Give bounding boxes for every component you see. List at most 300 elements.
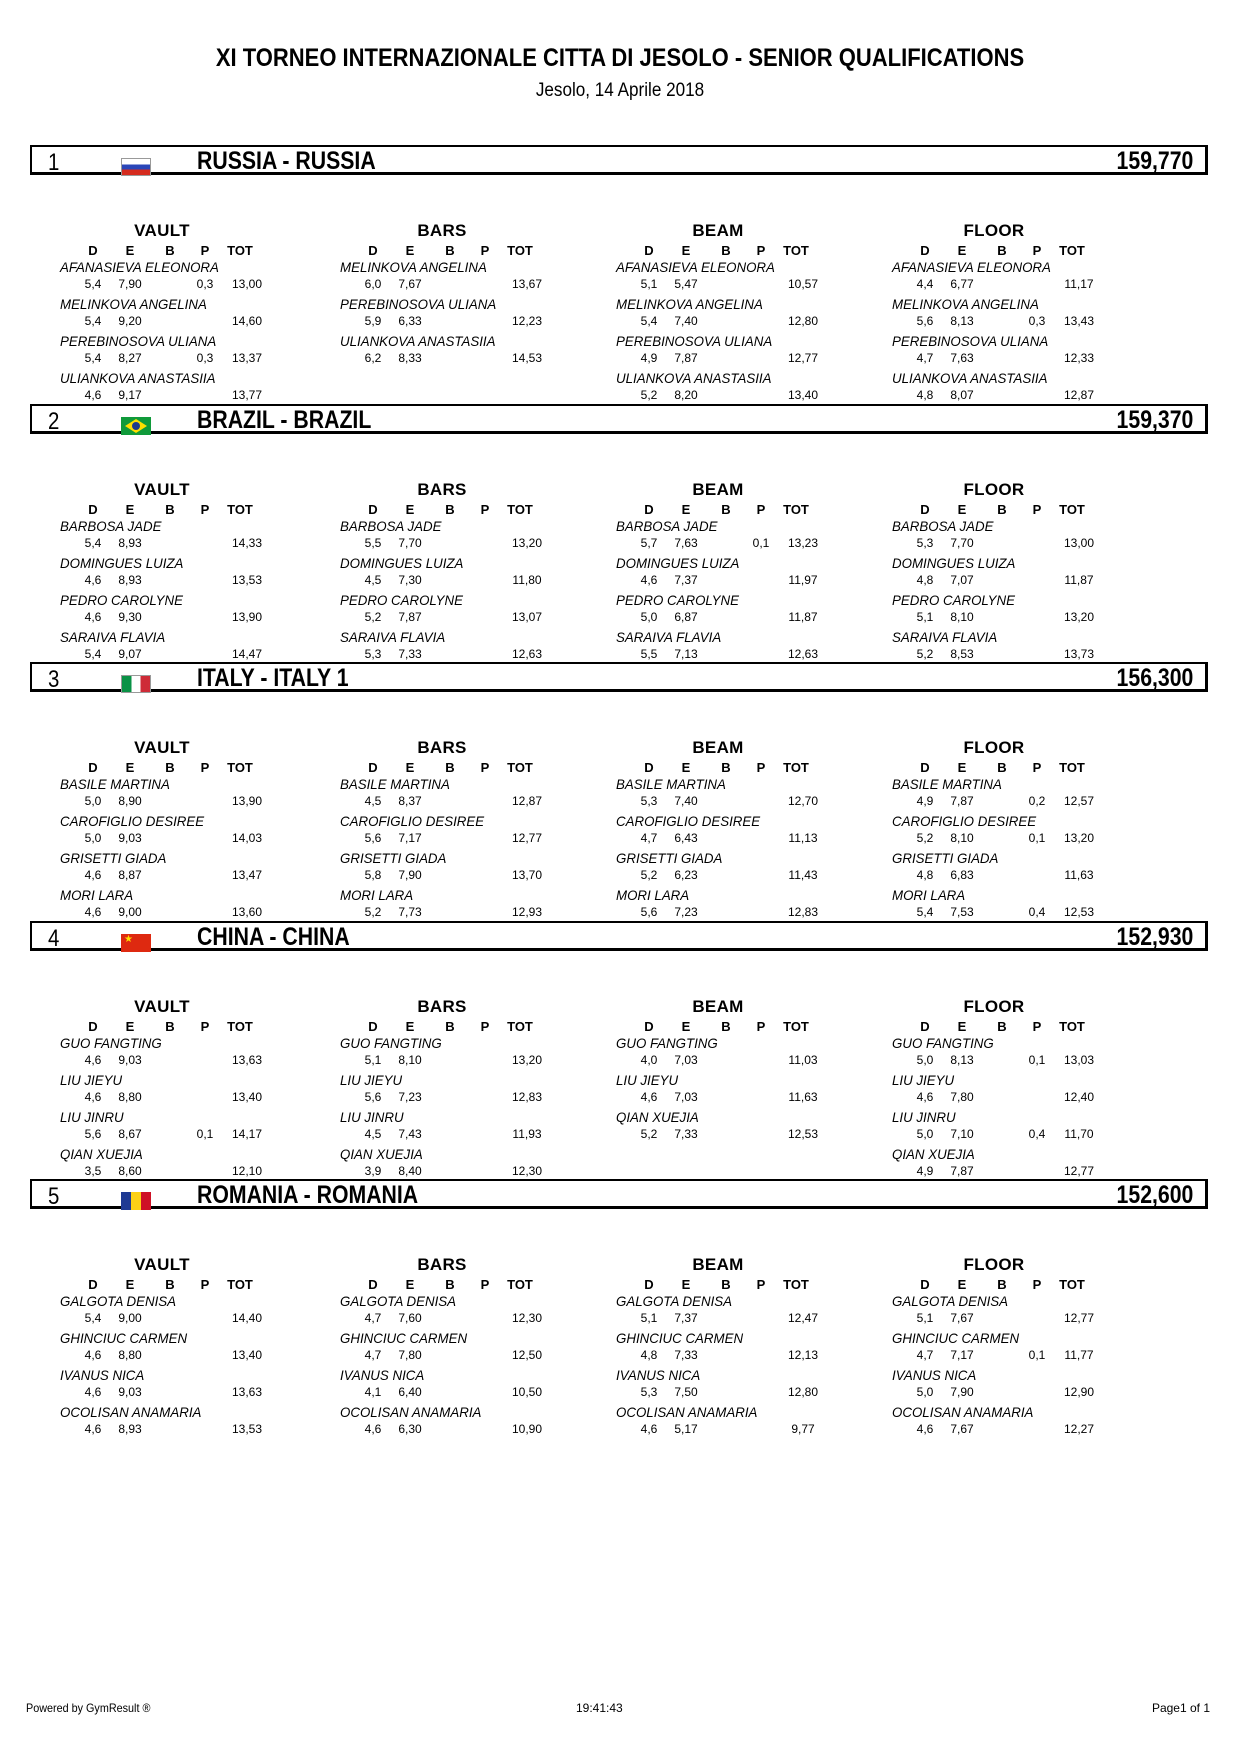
- athlete-entry: [892, 333, 1152, 374]
- column-header-p: P: [480, 1019, 490, 1034]
- athlete-entry: [616, 1035, 876, 1076]
- athlete-name: SARAIVA FLAVIA: [340, 629, 446, 645]
- score-e: 7,60: [398, 1311, 422, 1325]
- score-tot: 11,03: [788, 1053, 818, 1067]
- score-tot: 13,47: [231, 868, 263, 882]
- athlete-name: GHINCIUC CARMEN: [616, 1330, 744, 1346]
- score-e: 7,10: [950, 1127, 974, 1141]
- score-d: 4,7: [916, 351, 934, 365]
- score-d: 4,1: [364, 1385, 382, 1399]
- score-e: 7,23: [674, 905, 698, 919]
- apparatus-title: BEAM: [692, 738, 744, 757]
- score-p: 0,3: [1028, 314, 1046, 328]
- score-e: 9,00: [118, 905, 142, 919]
- score-e: 6,43: [674, 831, 698, 845]
- team-block: [0, 404, 1240, 692]
- apparatus-column: [340, 997, 600, 1197]
- column-header-e: E: [681, 1277, 691, 1292]
- athlete-entry: [60, 518, 320, 559]
- team-score: 159,370: [1116, 406, 1193, 434]
- flag-cn-icon: [121, 934, 151, 952]
- team-block: [0, 1179, 1240, 1467]
- apparatus-column: [892, 221, 1152, 421]
- score-tot: 12,57: [1063, 794, 1095, 808]
- score-d: 4,7: [364, 1348, 382, 1362]
- athlete-name: PEDRO CAROLYNE: [616, 592, 739, 608]
- column-header-p: P: [1032, 760, 1042, 775]
- athlete-name: MELINKOVA ANGELINA: [60, 296, 207, 312]
- score-tot: 12,10: [231, 1164, 263, 1178]
- score-d: 5,4: [84, 647, 102, 661]
- column-header-p: P: [1032, 1277, 1042, 1292]
- athlete-entry: [60, 1109, 320, 1150]
- score-tot: 12,23: [511, 314, 543, 328]
- athlete-entry: [616, 555, 876, 596]
- score-e: 9,03: [118, 1385, 142, 1399]
- column-header-tot: TOT: [783, 1277, 809, 1292]
- athlete-name: AFANASIEVA ELEONORA: [616, 259, 775, 275]
- score-e: 7,37: [674, 1311, 698, 1325]
- column-header-e: E: [957, 243, 967, 258]
- score-tot: 11,63: [788, 1090, 818, 1104]
- score-e: 8,93: [118, 536, 142, 550]
- column-header-tot: TOT: [227, 760, 253, 775]
- score-tot: 12,80: [787, 314, 819, 328]
- score-d: 6,2: [364, 351, 382, 365]
- score-d: 5,0: [916, 1053, 934, 1067]
- column-header-p: P: [200, 243, 210, 258]
- flag-it-icon: [121, 675, 151, 693]
- athlete-name: OCOLISAN ANAMARIA: [340, 1404, 482, 1420]
- score-e: 7,50: [674, 1385, 698, 1399]
- score-d: 5,6: [640, 905, 658, 919]
- score-e: 7,33: [674, 1348, 698, 1362]
- athlete-name: MELINKOVA ANGELINA: [616, 296, 763, 312]
- score-tot: 12,77: [1063, 1311, 1095, 1325]
- athlete-name: MELINKOVA ANGELINA: [892, 296, 1039, 312]
- athlete-name: DOMINGUES LUIZA: [892, 555, 1016, 571]
- flag-ro-icon: [121, 1192, 151, 1210]
- apparatus-title: BARS: [417, 1255, 467, 1274]
- score-tot: 14,47: [231, 647, 263, 661]
- score-d: 5,1: [364, 1053, 382, 1067]
- apparatus-column: [60, 1255, 320, 1455]
- score-tot: 12,30: [511, 1311, 543, 1325]
- athlete-entry: [340, 296, 600, 337]
- athlete-entry: [340, 1330, 600, 1371]
- apparatus-column: [616, 997, 876, 1197]
- score-d: 5,6: [364, 1090, 382, 1104]
- column-header-tot: TOT: [227, 243, 253, 258]
- score-d: 5,2: [364, 610, 382, 624]
- column-header-b: B: [165, 243, 175, 258]
- score-tot: 12,33: [1063, 351, 1095, 365]
- score-d: 3,5: [84, 1164, 102, 1178]
- athlete-entry: [616, 1072, 876, 1113]
- column-header-p: P: [1032, 1019, 1042, 1034]
- athlete-name: PEREBINOSOVA ULIANA: [60, 333, 217, 349]
- column-header-b: B: [997, 760, 1007, 775]
- column-header-d: D: [920, 760, 930, 775]
- athlete-name: QIAN XUEJIA: [892, 1146, 975, 1162]
- column-header-p: P: [1032, 502, 1042, 517]
- flag-ru-icon: [121, 158, 151, 176]
- footer-page: Page1 of 1: [1151, 1701, 1210, 1715]
- athlete-name: LIU JINRU: [60, 1109, 124, 1125]
- athlete-name: IVANUS NICA: [892, 1367, 977, 1383]
- score-d: 5,1: [640, 1311, 658, 1325]
- athlete-name: BARBOSA JADE: [892, 518, 994, 534]
- score-e: 6,30: [398, 1422, 422, 1436]
- athlete-name: GHINCIUC CARMEN: [892, 1330, 1020, 1346]
- score-e: 8,13: [950, 1053, 974, 1067]
- athlete-name: MELINKOVA ANGELINA: [340, 259, 487, 275]
- athlete-entry: [892, 555, 1152, 596]
- team-rank: 1: [48, 149, 60, 176]
- athlete-name: ULIANKOVA ANASTASIIA: [340, 333, 496, 349]
- athlete-name: PEDRO CAROLYNE: [60, 592, 183, 608]
- column-header-tot: TOT: [1059, 760, 1085, 775]
- score-d: 4,4: [916, 277, 934, 291]
- score-tot: 12,77: [787, 351, 819, 365]
- score-tot: 11,87: [1064, 573, 1094, 587]
- athlete-entry: [340, 592, 600, 633]
- score-tot: 13,67: [511, 277, 543, 291]
- score-d: 4,8: [640, 1348, 658, 1362]
- athlete-name: CAROFIGLIO DESIREE: [340, 813, 485, 829]
- athlete-name: DOMINGUES LUIZA: [60, 555, 184, 571]
- score-e: 7,40: [674, 314, 698, 328]
- score-d: 4,9: [640, 351, 658, 365]
- athlete-entry: [340, 333, 600, 374]
- athlete-entry: [616, 1404, 876, 1445]
- score-tot: 12,87: [511, 794, 543, 808]
- score-e: 6,33: [398, 314, 422, 328]
- athlete-name: GALGOTA DENISA: [340, 1293, 457, 1309]
- apparatus-column: [60, 221, 320, 421]
- athlete-name: QIAN XUEJIA: [616, 1109, 699, 1125]
- athlete-entry: [60, 813, 320, 854]
- score-tot: 13,53: [231, 1422, 263, 1436]
- column-header-e: E: [125, 1019, 135, 1034]
- score-e: 7,03: [674, 1090, 698, 1104]
- score-e: 5,47: [674, 277, 698, 291]
- column-header-b: B: [721, 760, 731, 775]
- score-e: 7,90: [118, 277, 142, 291]
- apparatus-column: [892, 997, 1152, 1197]
- score-d: 4,6: [640, 573, 658, 587]
- score-d: 4,6: [916, 1422, 934, 1436]
- athlete-name: GRISETTI GIADA: [616, 850, 723, 866]
- team-rank: 5: [48, 1183, 60, 1210]
- column-header-p: P: [200, 1019, 210, 1034]
- score-e: 7,87: [950, 1164, 974, 1178]
- score-tot: 11,80: [512, 573, 542, 587]
- column-header-p: P: [200, 1277, 210, 1292]
- athlete-name: GALGOTA DENISA: [616, 1293, 733, 1309]
- score-d: 5,2: [364, 905, 382, 919]
- column-header-e: E: [681, 243, 691, 258]
- athlete-name: BARBOSA JADE: [60, 518, 162, 534]
- column-header-d: D: [644, 1019, 654, 1034]
- score-e: 7,80: [398, 1348, 422, 1362]
- score-d: 4,8: [916, 388, 934, 402]
- score-tot: 12,30: [511, 1164, 543, 1178]
- score-tot: 12,63: [511, 647, 543, 661]
- score-e: 8,27: [118, 351, 142, 365]
- column-header-b: B: [997, 502, 1007, 517]
- score-tot: 13,20: [511, 1053, 543, 1067]
- column-header-b: B: [445, 243, 455, 258]
- athlete-name: BASILE MARTINA: [340, 776, 450, 792]
- column-header-e: E: [125, 760, 135, 775]
- score-d: 4,6: [640, 1422, 658, 1436]
- score-e: 7,67: [950, 1311, 974, 1325]
- score-e: 6,40: [398, 1385, 422, 1399]
- athlete-entry: [60, 555, 320, 596]
- score-d: 5,4: [640, 314, 658, 328]
- score-tot: 13,37: [231, 351, 263, 365]
- score-tot: 13,53: [231, 573, 263, 587]
- athlete-entry: [340, 518, 600, 559]
- column-header-b: B: [445, 1277, 455, 1292]
- column-header-e: E: [681, 760, 691, 775]
- athlete-entry: [340, 1293, 600, 1334]
- team-score: 152,930: [1116, 923, 1193, 951]
- score-tot: 12,53: [1063, 905, 1095, 919]
- score-d: 5,6: [364, 831, 382, 845]
- score-d: 5,6: [84, 1127, 102, 1141]
- athlete-name: PEDRO CAROLYNE: [340, 592, 463, 608]
- score-tot: 10,57: [787, 277, 819, 291]
- athlete-name: ULIANKOVA ANASTASIIA: [616, 370, 772, 386]
- score-d: 4,6: [84, 610, 102, 624]
- athlete-entry: [892, 259, 1152, 300]
- score-tot: 12,13: [787, 1348, 819, 1362]
- score-d: 4,0: [640, 1053, 658, 1067]
- column-header-b: B: [165, 502, 175, 517]
- apparatus-title: FLOOR: [963, 738, 1025, 757]
- score-e: 8,53: [950, 647, 974, 661]
- score-e: 7,70: [950, 536, 974, 550]
- score-tot: 13,70: [511, 868, 543, 882]
- score-e: 7,40: [674, 794, 698, 808]
- team-header: [30, 145, 1208, 175]
- athlete-entry: [60, 1330, 320, 1371]
- column-header-tot: TOT: [227, 1277, 253, 1292]
- column-header-tot: TOT: [1059, 502, 1085, 517]
- column-header-tot: TOT: [227, 502, 253, 517]
- score-tot: 11,93: [512, 1127, 542, 1141]
- column-header-b: B: [997, 1277, 1007, 1292]
- score-e: 7,43: [398, 1127, 422, 1141]
- athlete-entry: [892, 1035, 1152, 1076]
- athlete-name: DOMINGUES LUIZA: [340, 555, 464, 571]
- score-d: 5,2: [640, 388, 658, 402]
- column-header-tot: TOT: [1059, 1019, 1085, 1034]
- column-header-d: D: [88, 760, 98, 775]
- score-d: 5,0: [84, 794, 102, 808]
- score-d: 5,4: [84, 277, 102, 291]
- athlete-name: SARAIVA FLAVIA: [892, 629, 998, 645]
- column-header-d: D: [920, 1019, 930, 1034]
- column-header-e: E: [405, 243, 415, 258]
- athlete-entry: [340, 1367, 600, 1408]
- athlete-entry: [60, 296, 320, 337]
- score-d: 5,4: [84, 314, 102, 328]
- score-tot: 10,90: [511, 1422, 543, 1436]
- score-tot: 13,20: [1063, 610, 1095, 624]
- apparatus-title: VAULT: [134, 738, 190, 757]
- athlete-entry: [60, 592, 320, 633]
- column-header-d: D: [644, 760, 654, 775]
- athlete-name: GUO FANGTING: [892, 1035, 994, 1051]
- athlete-name: GRISETTI GIADA: [340, 850, 447, 866]
- team-score: 156,300: [1116, 664, 1193, 692]
- score-d: 5,2: [640, 1127, 658, 1141]
- column-header-b: B: [721, 1019, 731, 1034]
- athlete-entry: [340, 1404, 600, 1445]
- apparatus-column: [60, 480, 320, 680]
- athlete-entry: [892, 1293, 1152, 1334]
- score-d: 5,4: [84, 536, 102, 550]
- score-e: 8,10: [398, 1053, 422, 1067]
- column-header-p: P: [756, 760, 766, 775]
- score-tot: 12,80: [787, 1385, 819, 1399]
- athlete-entry: [60, 259, 320, 300]
- score-e: 7,73: [398, 905, 422, 919]
- score-d: 5,0: [916, 1127, 934, 1141]
- athlete-entry: [892, 1330, 1152, 1371]
- apparatus-column: [340, 1255, 600, 1455]
- athlete-name: QIAN XUEJIA: [60, 1146, 143, 1162]
- column-header-b: B: [165, 760, 175, 775]
- score-tot: 14,33: [231, 536, 263, 550]
- score-e: 8,33: [398, 351, 422, 365]
- column-header-b: B: [165, 1277, 175, 1292]
- team-block: [0, 662, 1240, 950]
- score-e: 8,60: [118, 1164, 142, 1178]
- column-header-p: P: [756, 502, 766, 517]
- score-tot: 11,70: [1064, 1127, 1094, 1141]
- apparatus-column: [616, 738, 876, 938]
- score-e: 7,33: [398, 647, 422, 661]
- team-header: [30, 662, 1208, 692]
- column-header-d: D: [368, 502, 378, 517]
- footer-time: 19:41:43: [576, 1701, 623, 1715]
- score-e: 9,20: [118, 314, 142, 328]
- score-tot: 13,23: [787, 536, 819, 550]
- score-d: 3,9: [364, 1164, 382, 1178]
- column-header-tot: TOT: [227, 1019, 253, 1034]
- score-e: 7,13: [674, 647, 698, 661]
- score-e: 7,87: [674, 351, 698, 365]
- column-header-d: D: [644, 1277, 654, 1292]
- score-e: 7,80: [950, 1090, 974, 1104]
- score-tot: 14,60: [231, 314, 263, 328]
- athlete-entry: [892, 813, 1152, 854]
- footer-powered-by: Powered by GymResult ®: [26, 1701, 151, 1715]
- athlete-name: GUO FANGTING: [60, 1035, 162, 1051]
- athlete-entry: [616, 592, 876, 633]
- score-e: 7,63: [950, 351, 974, 365]
- apparatus-column: [892, 480, 1152, 680]
- column-header-b: B: [997, 1019, 1007, 1034]
- flag-br-icon: [121, 417, 151, 435]
- score-d: 4,7: [364, 1311, 382, 1325]
- score-e: 7,07: [950, 573, 974, 587]
- team-name: CHINA - CHINA: [197, 923, 350, 951]
- score-tot: 13,40: [231, 1090, 263, 1104]
- score-e: 7,87: [950, 794, 974, 808]
- score-d: 5,5: [640, 647, 658, 661]
- score-p: 0,2: [1028, 794, 1046, 808]
- score-tot: 14,03: [231, 831, 263, 845]
- score-e: 8,20: [674, 388, 698, 402]
- athlete-name: LIU JIEYU: [60, 1072, 123, 1088]
- score-d: 5,6: [916, 314, 934, 328]
- column-header-tot: TOT: [1059, 243, 1085, 258]
- column-header-b: B: [445, 502, 455, 517]
- athlete-entry: [340, 1109, 600, 1150]
- score-d: 4,6: [364, 1422, 382, 1436]
- score-d: 5,4: [84, 351, 102, 365]
- score-e: 9,17: [118, 388, 142, 402]
- column-header-e: E: [681, 1019, 691, 1034]
- column-header-e: E: [957, 760, 967, 775]
- score-d: 5,2: [640, 868, 658, 882]
- score-tot: 12,50: [511, 1348, 543, 1362]
- athlete-entry: [616, 776, 876, 817]
- column-header-e: E: [957, 1277, 967, 1292]
- score-d: 5,9: [364, 314, 382, 328]
- athlete-name: GRISETTI GIADA: [60, 850, 167, 866]
- athlete-entry: [60, 1072, 320, 1113]
- document-subtitle: Jesolo, 14 Aprile 2018: [535, 80, 705, 101]
- score-e: 7,53: [950, 905, 974, 919]
- score-tot: 13,60: [231, 905, 263, 919]
- apparatus-column: [892, 1255, 1152, 1455]
- score-tot: 12,40: [1063, 1090, 1095, 1104]
- apparatus-title: FLOOR: [963, 1255, 1025, 1274]
- score-d: 5,1: [916, 1311, 934, 1325]
- apparatus-column: [340, 221, 600, 421]
- column-header-d: D: [368, 1277, 378, 1292]
- score-tot: 11,17: [1064, 277, 1094, 291]
- team-rank: 2: [48, 408, 60, 435]
- score-e: 8,07: [950, 388, 974, 402]
- column-header-p: P: [480, 243, 490, 258]
- apparatus-column: [340, 738, 600, 938]
- score-e: 7,37: [674, 573, 698, 587]
- team-header: [30, 1179, 1208, 1209]
- score-d: 4,8: [916, 573, 934, 587]
- score-d: 4,8: [916, 868, 934, 882]
- team-block: [0, 145, 1240, 433]
- score-tot: 12,90: [1063, 1385, 1095, 1399]
- athlete-name: IVANUS NICA: [616, 1367, 701, 1383]
- score-tot: 12,70: [787, 794, 819, 808]
- score-d: 4,7: [640, 831, 658, 845]
- score-d: 4,5: [364, 573, 382, 587]
- column-header-d: D: [920, 1277, 930, 1292]
- score-tot: 12,93: [511, 905, 543, 919]
- team-rank: 4: [48, 925, 60, 952]
- score-tot: 13,90: [231, 794, 263, 808]
- score-tot: 12,77: [511, 831, 543, 845]
- score-d: 5,0: [84, 831, 102, 845]
- athlete-entry: [60, 776, 320, 817]
